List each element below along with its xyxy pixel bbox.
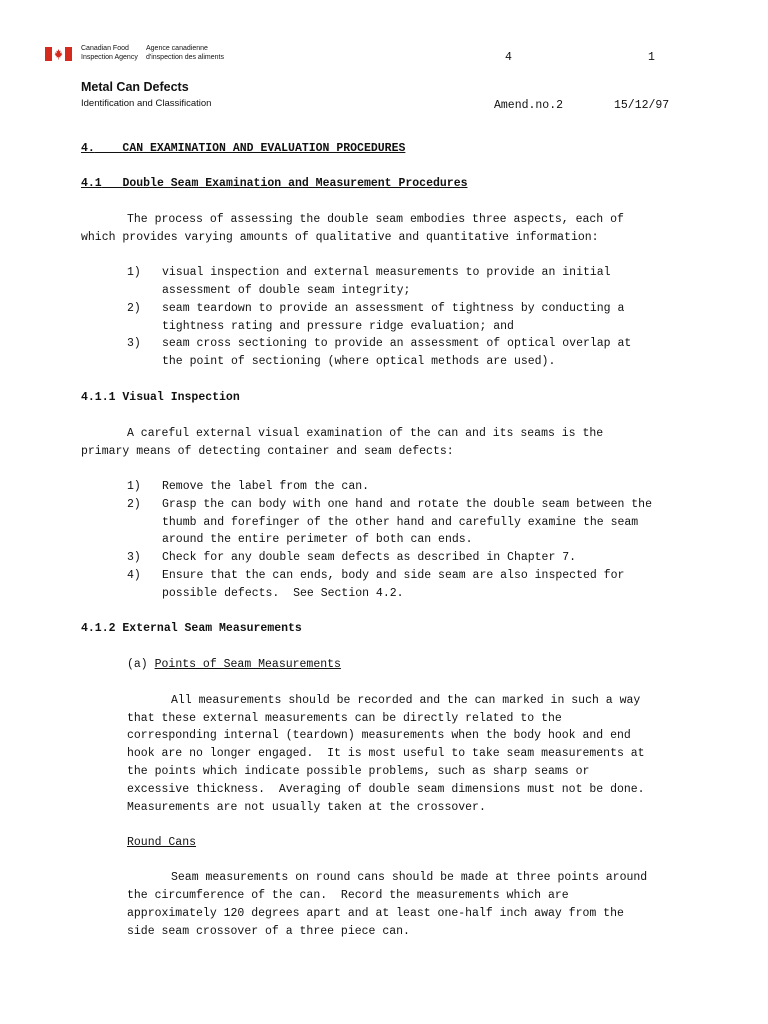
list-item-text: thumb and forefinger of the other hand and carefully examine the seam	[162, 516, 639, 529]
list-item-number: 3)	[127, 337, 141, 350]
section-4-number: 4.	[81, 142, 95, 155]
paragraph-line: approximately 120 degrees apart and at least one-half inch away from the	[127, 907, 624, 920]
agency-name-french	[146, 45, 236, 62]
list-item-text: around the entire perimeter of both can ends.	[162, 533, 473, 546]
agency-en-line1: Canadian Food	[81, 45, 129, 52]
list-item-text: Check for any double seam defects as described in Chapter 7.	[162, 551, 577, 564]
list-item-number: 3)	[127, 551, 141, 564]
paragraph-line: corresponding internal (teardown) measurements when the body hook and end	[127, 729, 631, 742]
list-item-text: Ensure that the can ends, body and side seam are also inspected for	[162, 569, 625, 582]
round-cans-heading: Round Cans	[127, 836, 197, 849]
paragraph-line: All measurements should be recorded and the can marked in such a way	[171, 694, 641, 707]
list-item-number: 1)	[127, 266, 141, 279]
list-item-text: possible defects. See Section 4.2.	[162, 587, 404, 600]
paragraph-line: side seam crossover of a three piece can.	[127, 925, 410, 938]
list-item-text: Remove the label from the can.	[162, 480, 370, 493]
section-4-1-1-intro-line1: A careful external visual examination of the can and its seams is the	[127, 427, 604, 440]
section-4-title: CAN EXAMINATION AND EVALUATION PROCEDURES	[122, 142, 406, 155]
list-item-text: visual inspection and external measurements to provide an initial	[162, 266, 611, 279]
canada-flag-icon	[45, 47, 72, 61]
list-item-text: tightness rating and pressure ridge evaluation; and	[162, 320, 514, 333]
paragraph-line: hook are no longer engaged. It is most useful to take seam measurements at	[127, 747, 645, 760]
section-4-1-heading	[81, 175, 468, 193]
page-number: 1	[648, 51, 655, 64]
agency-fr-line1: Agence canadienne	[146, 45, 208, 52]
amendment-date: 15/12/97	[614, 99, 670, 112]
paragraph-line: Seam measurements on round cans should be made at three points around	[171, 871, 648, 884]
paragraph-line: that these external measurements can be directly related to the	[127, 712, 562, 725]
list-item-number: 4)	[127, 569, 141, 582]
paragraph-line: the points which indicate possible problems, such as sharp seams or	[127, 765, 590, 778]
list-item-number: 1)	[127, 480, 141, 493]
section-4-1-2-heading: 4.1.2 External Seam Measurements	[81, 622, 302, 635]
paragraph-line: Measurements are not usually taken at the crossover.	[127, 801, 486, 814]
subsection-a-prefix: (a)	[127, 658, 155, 671]
list-item-text: Grasp the can body with one hand and rotate the double seam between the	[162, 498, 652, 511]
section-4-1-intro-line2: which provides varying amounts of qualitative and quantitative information:	[81, 231, 599, 244]
list-item-text: seam teardown to provide an assessment of tightness by conducting a	[162, 302, 625, 315]
chapter-number: 4	[505, 51, 512, 64]
section-4-1-intro-line1: The process of assessing the double seam embodies three aspects, each of	[127, 213, 624, 226]
section-4-1-number: 4.1	[81, 177, 102, 190]
section-4-1-1-heading: 4.1.1 Visual Inspection	[81, 391, 240, 404]
list-item-number: 2)	[127, 302, 141, 315]
amendment-number: Amend.no.2	[494, 99, 564, 112]
list-item-text: assessment of double seam integrity;	[162, 284, 411, 297]
section-4-heading	[81, 140, 405, 158]
subsection-a-title: Points of Seam Measurements	[154, 658, 341, 671]
agency-fr-line2: d'inspection des aliments	[146, 53, 224, 61]
subsection-a-heading	[127, 656, 341, 674]
agency-name-english	[81, 45, 151, 62]
list-item-text: the point of sectioning (where optical methods are used).	[162, 355, 556, 368]
paragraph-line: the circumference of the can. Record the measurements which are	[127, 889, 569, 902]
agency-en-line2: Inspection Agency	[81, 53, 138, 61]
list-item-text: seam cross sectioning to provide an assessment of optical overlap at	[162, 337, 632, 350]
section-4-1-title: Double Seam Examination and Measurement Procedures	[122, 177, 468, 190]
section-4-1-1-intro-line2: primary means of detecting container and seam defects:	[81, 445, 454, 458]
paragraph-line: excessive thickness. Averaging of double seam dimensions must not be done.	[127, 783, 645, 796]
list-item-number: 2)	[127, 498, 141, 511]
document-title: Metal Can Defects	[81, 80, 189, 94]
document-subtitle: Identification and Classification	[81, 98, 212, 109]
